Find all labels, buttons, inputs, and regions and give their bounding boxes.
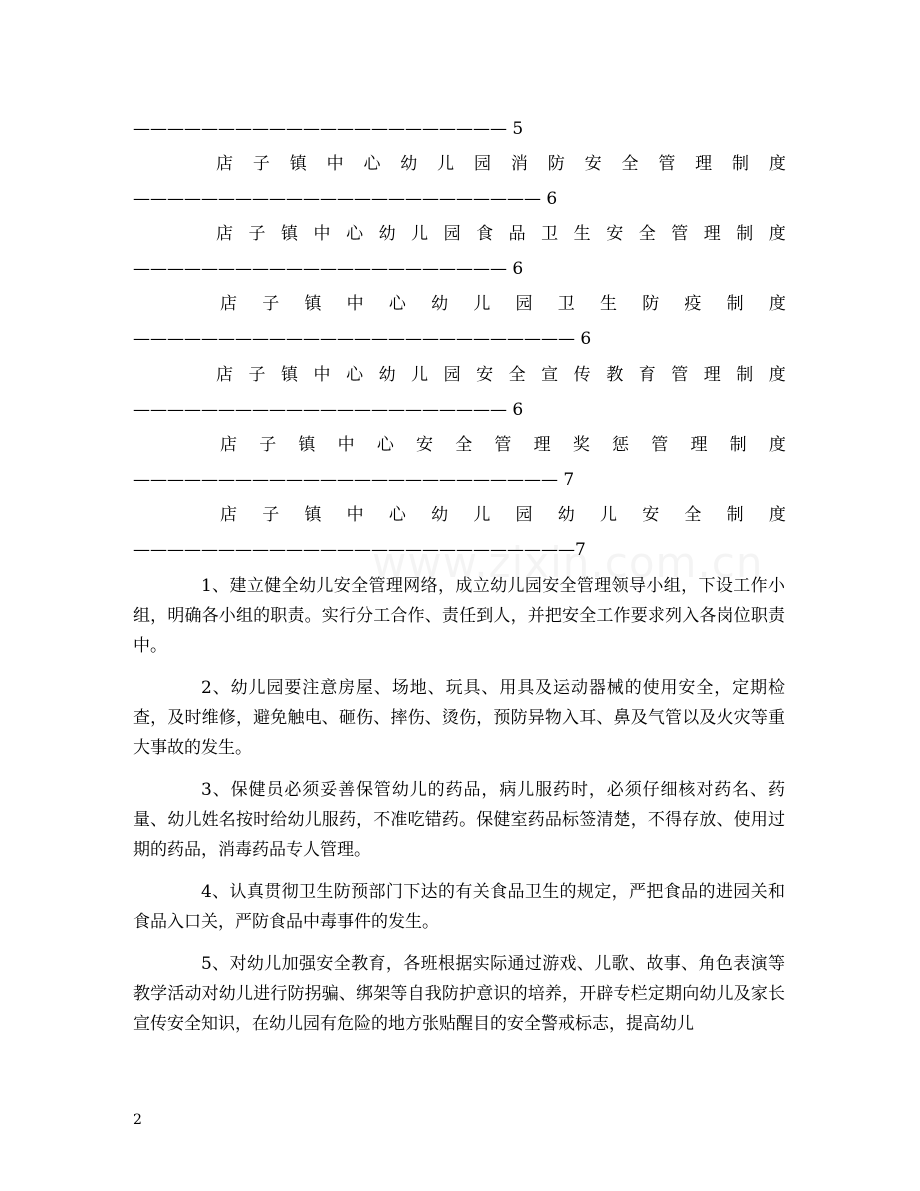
toc-entry-title: 店 子 镇 中 心 安 全 管 理 奖 惩 管 理 制 度 bbox=[220, 435, 786, 455]
page-number: 2 bbox=[133, 1112, 142, 1128]
toc-entry-title: 店 子 镇 中 心 幼 儿 园 卫 生 防 疫 制 度 bbox=[220, 294, 786, 314]
toc-leader: —————————————————————— 6 bbox=[133, 259, 524, 279]
paragraph: 2、幼儿园要注意房屋、场地、玩具、用具及运动器械的使用安全，定期检查，及时维修，避免触电、砸伤、摔伤、烫伤，预防异物入耳、鼻及气管以及火灾等重大事故的发生。 bbox=[133, 678, 785, 758]
toc-entry-title: 店 子 镇 中 心 幼 儿 园 消 防 安 全 管 理 制 度 bbox=[216, 154, 786, 174]
toc-leader: —————————————————————— 5 bbox=[133, 119, 524, 139]
paragraph: 1、建立健全幼儿安全管理网络，成立幼儿园安全管理领导小组，下设工作小组，明确各小组的职责。实行分工合作、责任到人，并把安全工作要求列入各岗位职责中。 bbox=[133, 576, 785, 656]
toc-leader: —————————————————————————— 6 bbox=[133, 329, 592, 349]
toc-entry-title: 店 子 镇 中 心 幼 儿 园 幼 儿 安 全 制 度 bbox=[220, 505, 786, 525]
toc-leader: —————————————————————— 6 bbox=[133, 400, 524, 420]
toc-entry-title: 店 子 镇 中 心 幼 儿 园 食 品 卫 生 安 全 管 理 制 度 bbox=[216, 224, 786, 244]
paragraph: 3、保健员必须妥善保管幼儿的药品，病儿服药时，必须仔细核对药名、药量、幼儿姓名按时给幼儿服药，不准吃错药。保健室药品标签清楚，不得存放、使用过期的药品，消毒药品专人管理。 bbox=[133, 780, 785, 860]
paragraph: 5、对幼儿加强安全教育，各班根据实际通过游戏、儿歌、故事、角色表演等教学活动对幼儿进行防拐骗、绑架等自我防护意识的培养，开辟专栏定期向幼儿及家长宣传安全知识，在幼儿园有危险的地方张贴醒目的安全警戒标志，提高幼儿 bbox=[133, 954, 785, 1034]
body-text bbox=[133, 571, 785, 1039]
toc-leader: ————————————————————————— 7 bbox=[133, 470, 575, 490]
paragraph: 4、认真贯彻卫生防预部门下达的有关食品卫生的规定，严把食品的进园关和食品入口关，严防食品中毒事件的发生。 bbox=[133, 882, 785, 932]
toc-leader: ———————————————————————— 6 bbox=[133, 189, 558, 209]
toc-leader: ——————————————————————————7 bbox=[133, 540, 586, 560]
toc-entry-title: 店 子 镇 中 心 幼 儿 园 安 全 宣 传 教 育 管 理 制 度 bbox=[216, 365, 786, 385]
